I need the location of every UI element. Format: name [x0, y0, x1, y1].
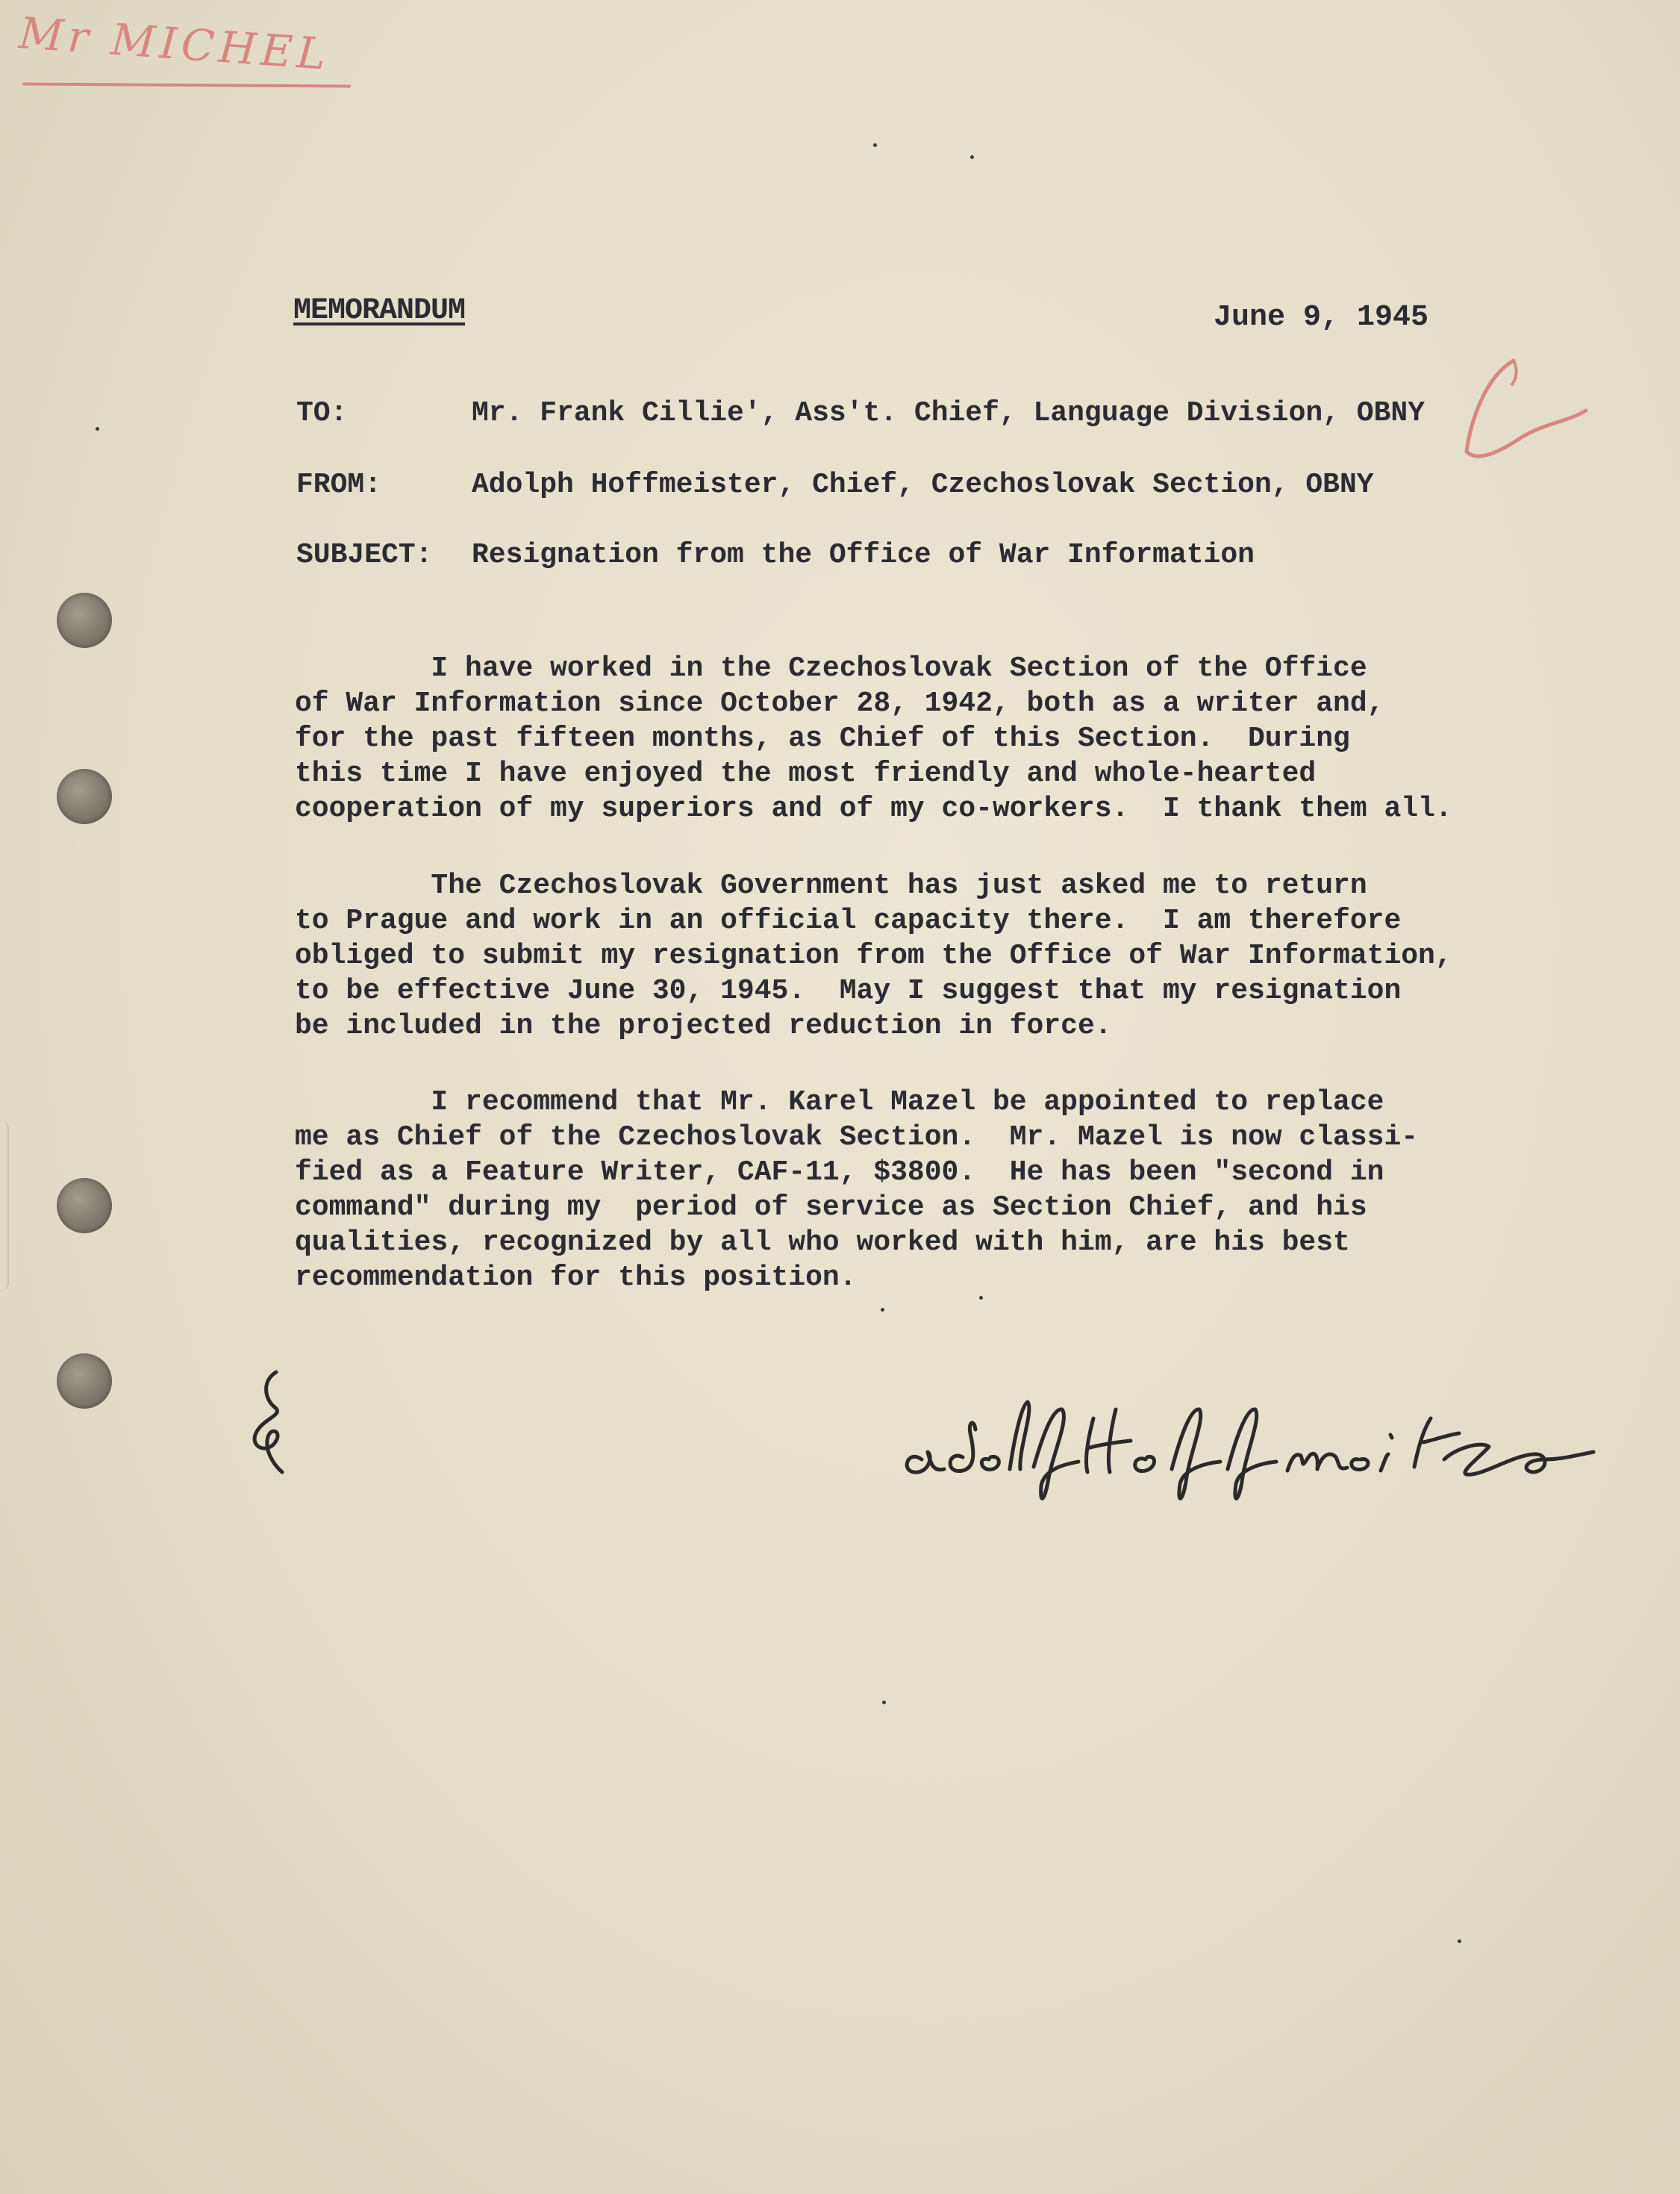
paragraph-1	[295, 651, 1519, 826]
paragraph-line: cooperation of my superiors and of my co-workers. I thank them all.	[295, 793, 1452, 825]
from-label: FROM:	[296, 469, 382, 501]
paper-speck	[96, 427, 99, 431]
memo-to-row	[296, 397, 1425, 429]
paragraph-line: this time I have enjoyed the most friendly and whole-hearted	[295, 758, 1317, 790]
paragraph-line: The Czechoslovak Government has just asked me to return	[295, 870, 1367, 902]
signature-adolf-hoffmeister	[892, 1389, 1608, 1508]
paragraph-line: I recommend that Mr. Karel Mazel be appointed to replace	[295, 1086, 1384, 1118]
subject-label: SUBJECT:	[296, 539, 433, 571]
paragraph-line: to be effective June 30, 1945. May I suggest that my resignation	[295, 975, 1402, 1007]
paragraph-line: to Prague and work in an official capacity there. I am therefore	[295, 905, 1402, 937]
paragraph-line: be included in the projected reduction in force.	[295, 1010, 1112, 1042]
to-value: Mr. Frank Cillie', Ass't. Chief, Language Division, OBNY	[472, 397, 1425, 429]
paper-speck	[1458, 1939, 1461, 1943]
handwritten-addressee-note: Mr MICHEL	[17, 7, 332, 80]
paper-speck	[882, 1701, 886, 1704]
paper-speck	[873, 143, 877, 147]
paragraph-line: recommendation for this position.	[295, 1262, 857, 1294]
paragraph-line: for the past fifteen months, as Chief of this Section. During	[295, 723, 1350, 755]
paragraph-3	[295, 1085, 1519, 1295]
memo-date: June 9, 1945	[1214, 301, 1429, 334]
punch-hole	[57, 593, 112, 648]
paper-speck	[881, 1308, 884, 1312]
punch-hole	[57, 1178, 112, 1233]
subject-value: Resignation from the Office of War Information	[472, 539, 1255, 571]
paragraph-line: me as Chief of the Czechoslovak Section. Mr. Mazel is now classi-	[295, 1121, 1419, 1153]
memo-subject-row	[296, 539, 1255, 571]
paragraph-line: obliged to submit my resignation from the Office of War Information,	[295, 940, 1452, 972]
punch-hole	[57, 1353, 112, 1409]
memo-heading: MEMORANDUM	[293, 294, 466, 328]
paper-speck	[979, 1296, 983, 1300]
handwritten-initial-mark	[246, 1366, 299, 1478]
from-value: Adolph Hoffmeister, Chief, Czechoslovak Section, OBNY	[472, 469, 1374, 501]
to-label: TO:	[296, 397, 348, 429]
paragraph-line: I have worked in the Czechoslovak Section of the Office	[295, 652, 1367, 685]
paper-edge-fold	[0, 1120, 9, 1291]
punch-hole	[57, 769, 112, 824]
paragraph-line: of War Information since October 28, 1942, both as a writer and,	[295, 688, 1384, 720]
memo-from-row	[296, 469, 1374, 501]
red-check-mark	[1440, 340, 1590, 482]
paragraph-2	[295, 868, 1519, 1044]
paragraph-line: qualities, recognized by all who worked with him, are his best	[295, 1227, 1350, 1259]
paper-speck	[970, 155, 974, 159]
paragraph-line: command" during my period of service as Section Chief, and his	[295, 1191, 1367, 1224]
paragraph-line: fied as a Feature Writer, CAF-11, $3800. He has been "second in	[295, 1156, 1384, 1188]
